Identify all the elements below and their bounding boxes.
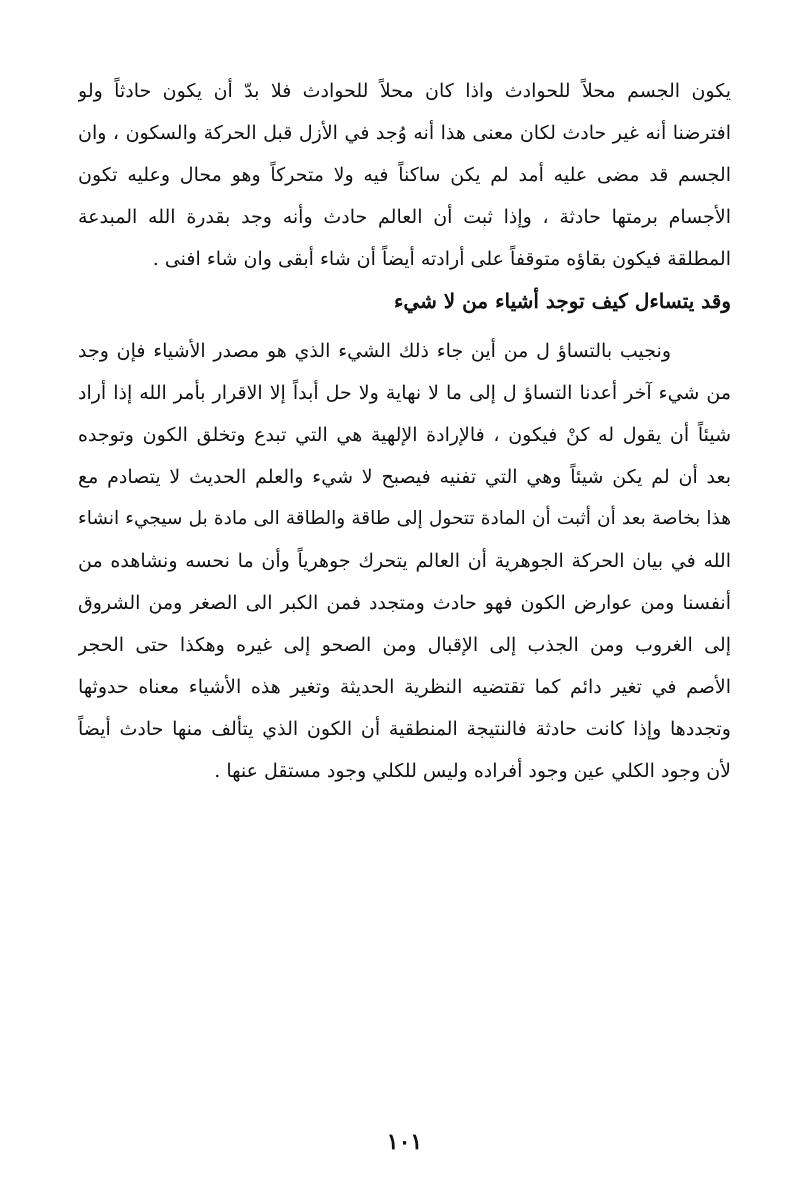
text-line: إلى الغروب ومن الجذب إلى الإقبال ومن الصحو إلى غيره وهكذا حتى الحجر [78, 634, 731, 656]
text-line: افترضنا أنه غير حادث لكان معنى هذا أنه وُجد في الأزل قبل الحركة والسكون ، وان [78, 122, 731, 144]
text-line: لأن وجود الكلي عين وجود أفراده وليس للكلي وجود مستقل عنها . [214, 760, 731, 782]
text-line: أنفسنا ومن عوارض الكون فهو حادث ومتجدد فمن الكبر الى الصغر ومن الشروق [78, 592, 731, 614]
page-number: ١٠١ [386, 1129, 423, 1155]
text-line: يكون الجسم محلاً للحوادث واذا كان محلاً للحوادث فلا بدّ أن يكون حادثاً ولو [78, 80, 731, 102]
text-line: من شيء آخر أعدنا التساؤ ل إلى ما لا نهاية ولا حل أبداً إلا الاقرار بأمر الله إذا أراد [78, 382, 731, 404]
text-line: هذا بخاصة بعد أن أثبت أن المادة تتحول إلى طاقة والطاقة الى مادة بل سيجيء انشاء [78, 508, 731, 529]
text-line: الله في بيان الحركة الجوهرية أن العالم يتحرك جوهرياً وأن ما نحسه ونشاهده من [78, 550, 731, 572]
text-line: الأجسام برمتها حادثة ، وإذا ثبت أن العالم حادث وأنه وجد بقدرة الله المبدعة [78, 206, 731, 228]
section-heading: وقد يتساءل كيف توجد أشياء من لا شيء [394, 289, 731, 313]
text-line: الأصم في تغير دائم كما تقتضيه النظرية الحديثة وتغير هذه الأشياء معناه حدوثها [78, 676, 731, 698]
paragraph-1 [78, 70, 731, 280]
text-line: المطلقة فيكون بقاؤه متوقفاً على أرادته أيضاً أن شاء أبقى وان شاء افنى . [152, 248, 731, 270]
paragraph-2 [78, 330, 731, 792]
text-line: الجسم قد مضى عليه أمد لم يكن ساكناً فيه ولا متحركاً وهو محال وعليه تكون [78, 164, 731, 186]
text-line: شيئاً أن يقول له كنْ فيكون ، فالإرادة الإلهية هي التي تبدع وتخلق الكون وتوجده [78, 424, 731, 446]
text-line: وتجددها وإذا كانت حادثة فالنتيجة المنطقية أن الكون الذي يتألف منها حادث أيضاً [78, 718, 731, 740]
text-line: ونجيب بالتساؤ ل من أين جاء ذلك الشيء الذي هو مصدر الأشياء فإن وجد [78, 340, 671, 362]
text-line: بعد أن لم يكن شيئاً وهي التي تفنيه فيصبح لا شيء والعلم الحديث لا يتصادم مع [78, 466, 731, 488]
